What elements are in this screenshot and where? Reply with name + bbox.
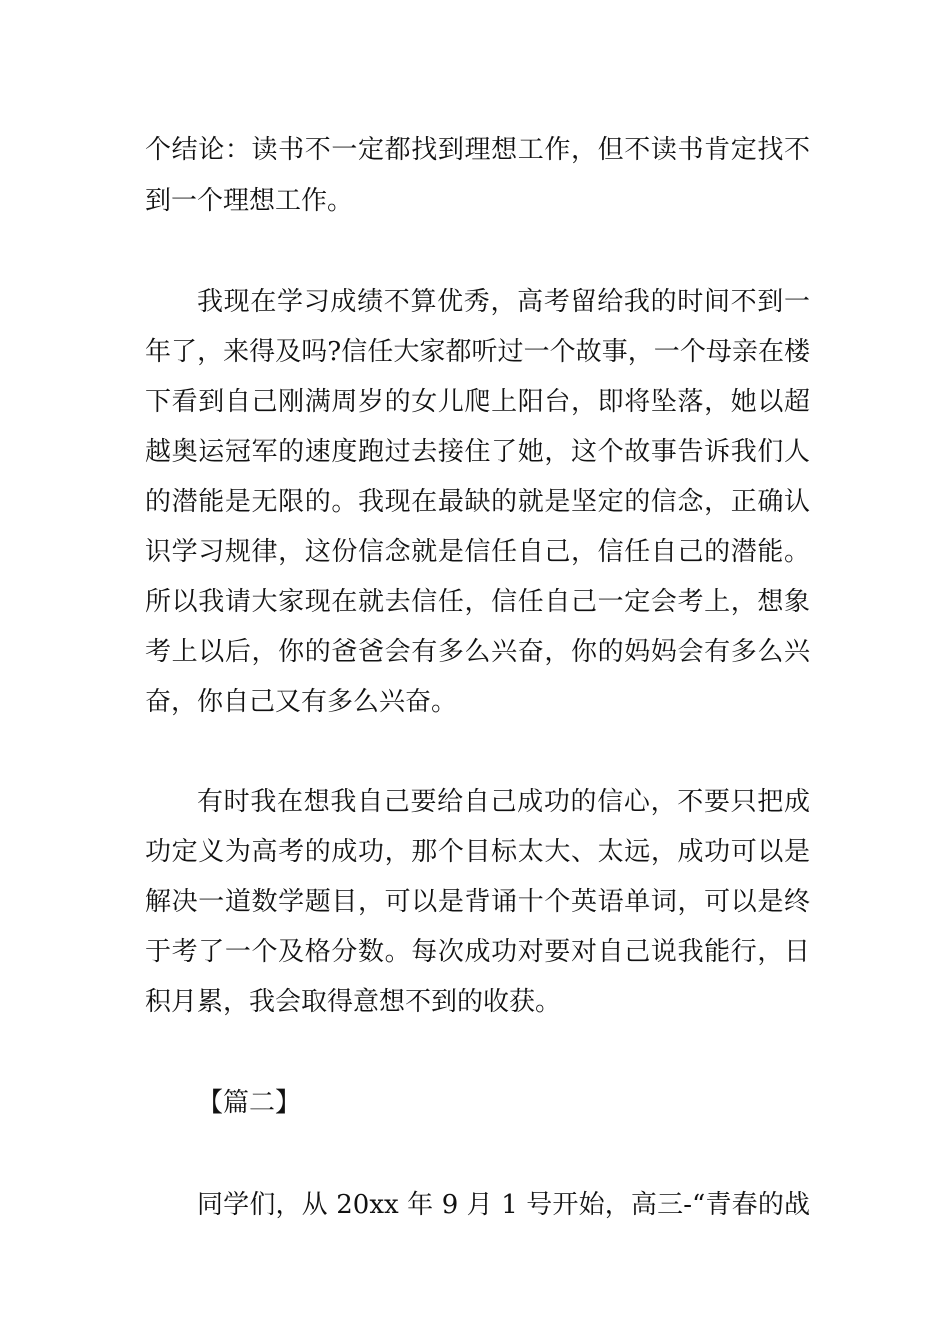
paragraph-line: 有时我在想我自己要给自己成功的信心，不要只把成 [197, 787, 810, 817]
paragraph-line: 解决一道数学题目，可以是背诵十个英语单词，可以是终 [145, 887, 810, 917]
paragraph-line: 功定义为高考的成功，那个目标太大、太远，成功可以是 [145, 837, 810, 867]
paragraph-line: 考上以后，你的爸爸会有多么兴奋，你的妈妈会有多么兴 [145, 637, 810, 667]
paragraph-line: 于考了一个及格分数。每次成功对要对自己说我能行，日 [145, 937, 810, 967]
paragraph-line: 越奥运冠军的速度跑过去接住了她，这个故事告诉我们人 [145, 437, 810, 467]
paragraph-line: 个结论：读书不一定都找到理想工作，但不读书肯定找不 [145, 135, 810, 165]
paragraph-line: 所以我请大家现在就去信任，信任自己一定会考上，想象 [145, 587, 810, 617]
paragraph-line: 积月累，我会取得意想不到的收获。 [145, 987, 562, 1017]
paragraph-line: 到一个理想工作。 [145, 186, 354, 216]
paragraph-line: 同学们，从 20xx 年 9 月 1 号开始，高三-“青春的战 [197, 1190, 810, 1220]
paragraph-line: 下看到自己刚满周岁的女儿爬上阳台，即将坠落，她以超 [145, 387, 810, 417]
paragraph-line: 年了，来得及吗?信任大家都听过一个故事，一个母亲在楼 [145, 337, 810, 367]
paragraph-line: 奋，你自己又有多么兴奋。 [145, 687, 458, 717]
paragraph-line: 我现在学习成绩不算优秀，高考留给我的时间不到一 [197, 287, 810, 317]
paragraph-line: 识学习规律，这份信念就是信任自己，信任自己的潜能。 [145, 537, 810, 567]
section-heading: 【篇二】 [197, 1088, 302, 1118]
paragraph-line: 的潜能是无限的。我现在最缺的就是坚定的信念，正确认 [145, 487, 810, 517]
